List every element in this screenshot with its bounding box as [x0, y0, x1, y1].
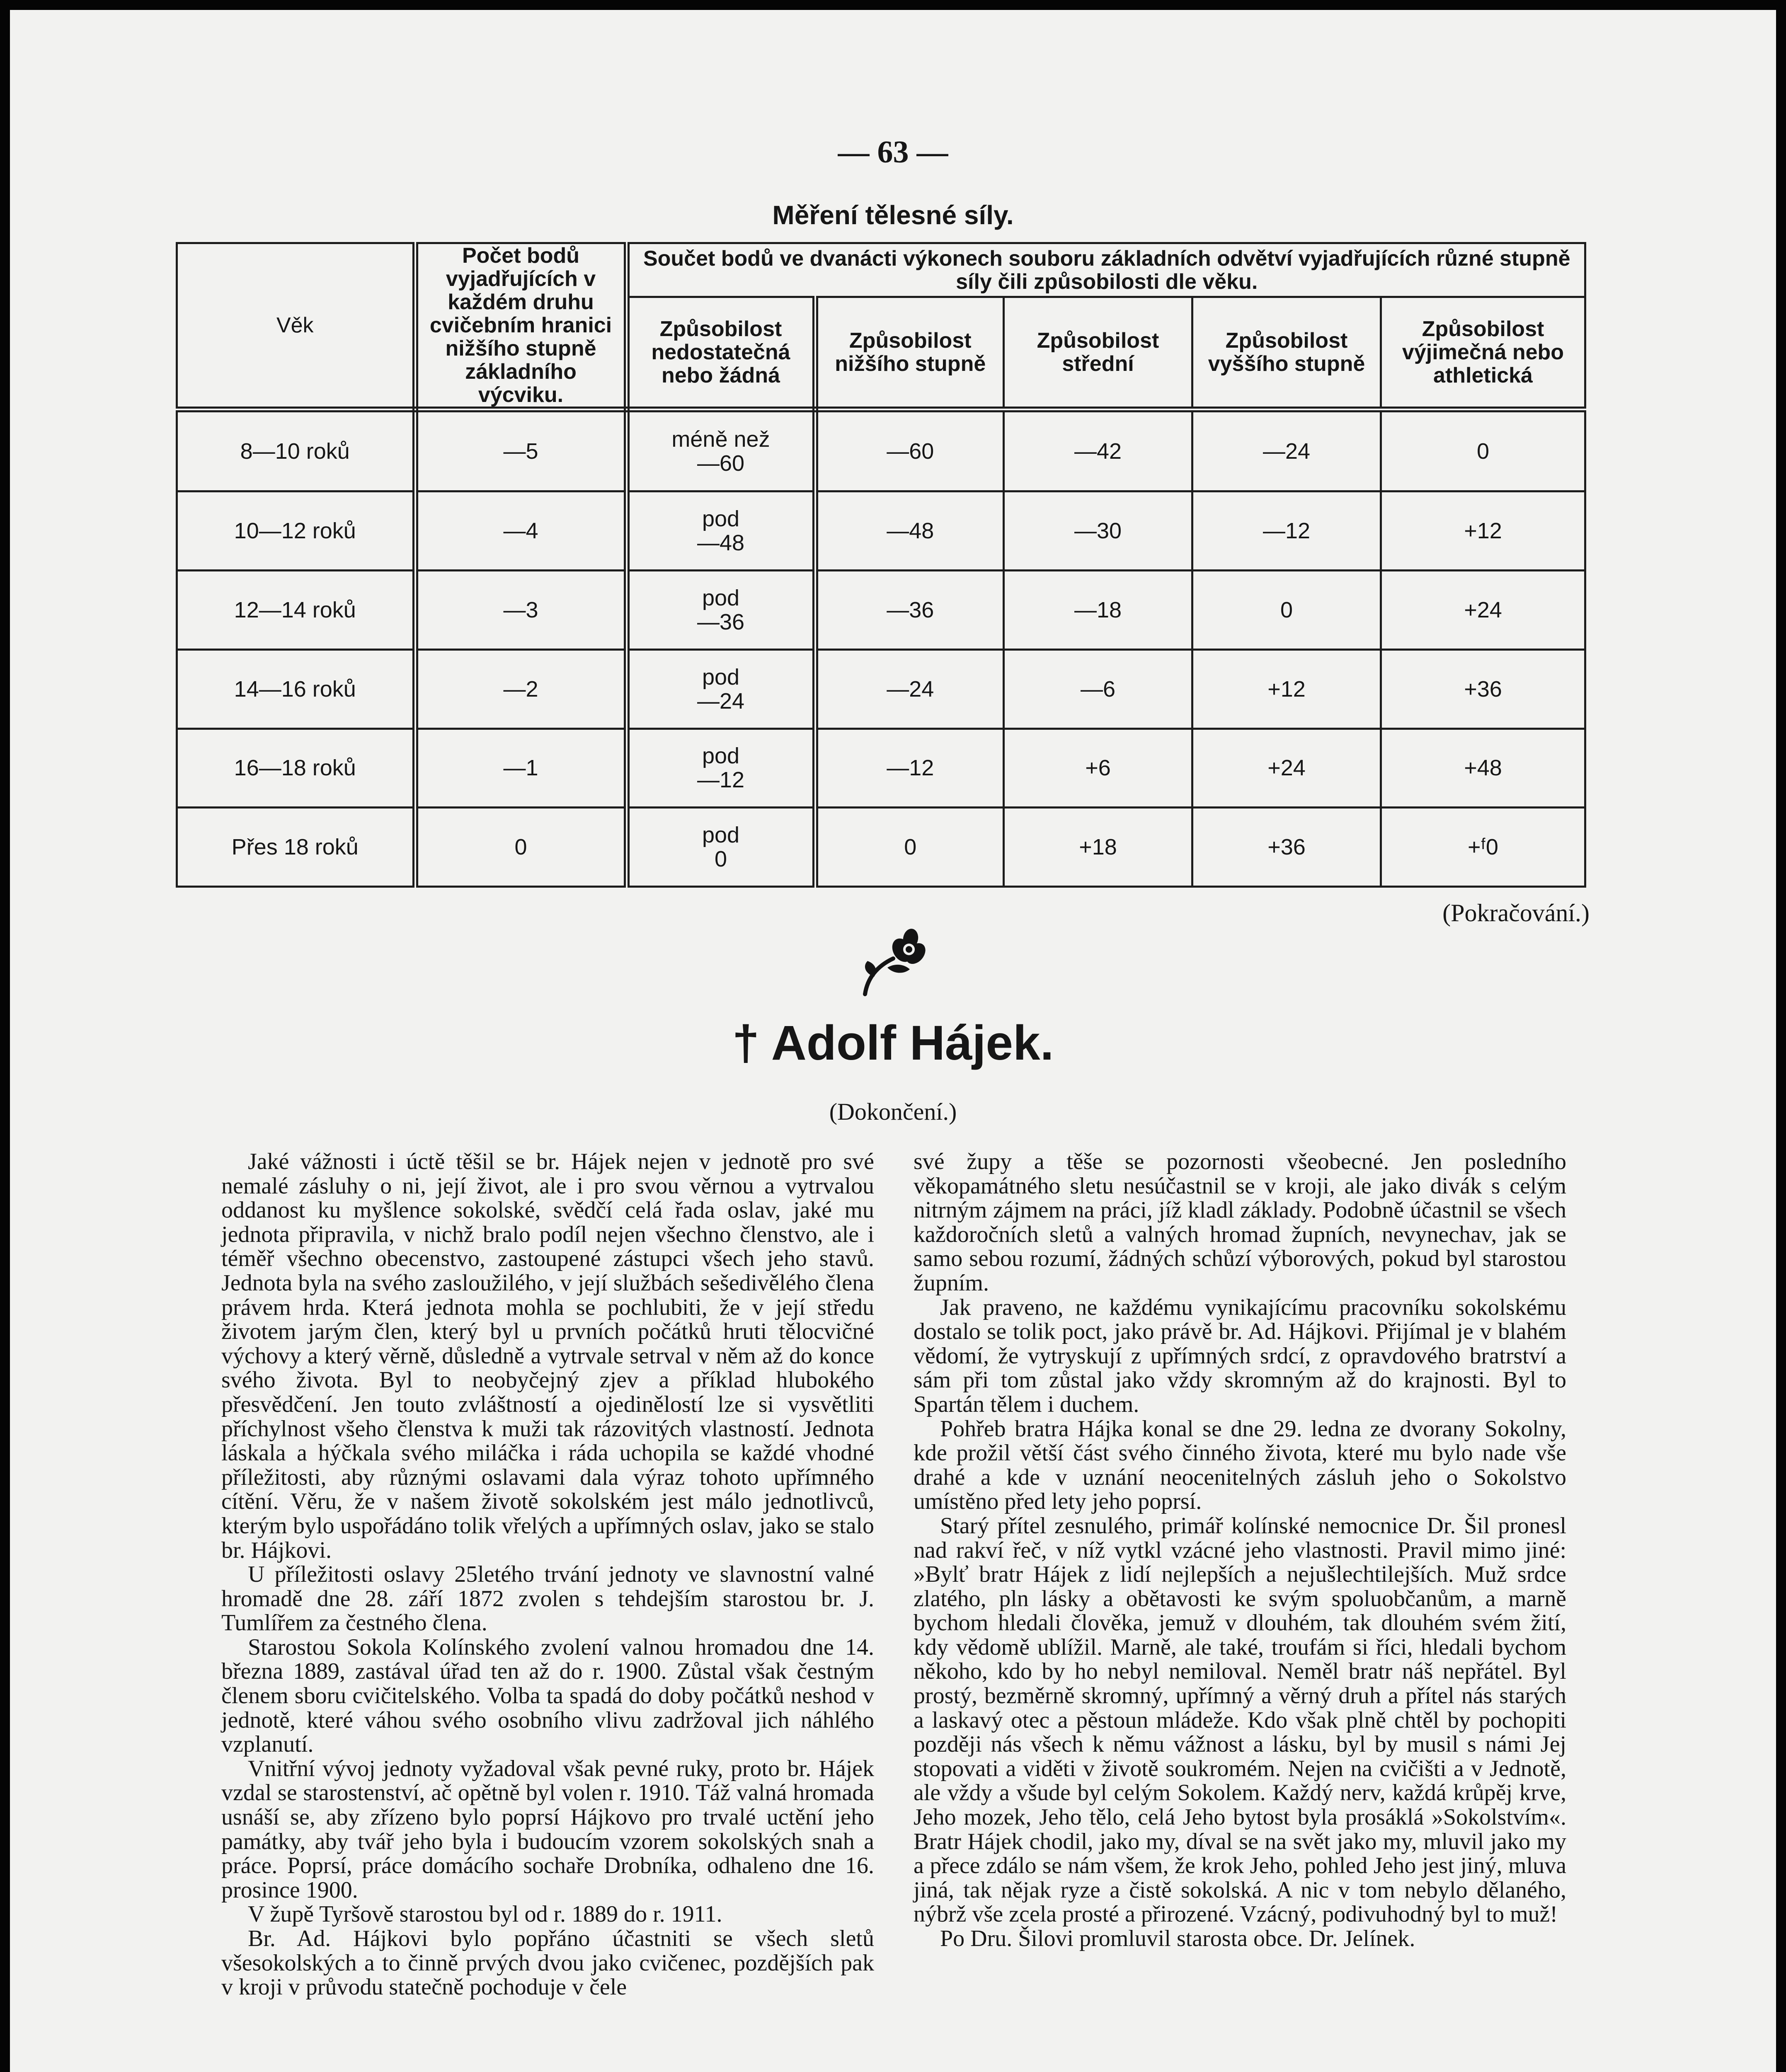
- document-page: [10, 10, 1776, 2072]
- header-ability-high: Způsobilost vyššího stupně: [1192, 297, 1381, 409]
- header-ability-none: Způsobilost nedostatečná nebo žádná: [627, 297, 815, 409]
- cell-points: —5: [415, 409, 627, 491]
- table-row: [177, 409, 1585, 491]
- cell-none-value: —60: [697, 451, 745, 476]
- cell-low: —48: [815, 491, 1004, 571]
- cell-none: [627, 571, 815, 650]
- cell-points: —3: [415, 571, 627, 650]
- cell-high: 0: [1192, 571, 1381, 650]
- cell-low: —36: [815, 571, 1004, 650]
- strength-measurement-table: [176, 242, 1586, 888]
- cell-mid: —6: [1004, 649, 1192, 729]
- cell-none-qualifier: pod: [702, 743, 740, 769]
- cell-none-qualifier: pod: [702, 823, 740, 848]
- cell-low: —24: [815, 649, 1004, 729]
- header-ability-low: Způsobilost nižšího stupně: [815, 297, 1004, 409]
- cell-age: 12—14 roků: [177, 571, 415, 650]
- cell-points: —2: [415, 649, 627, 729]
- cell-none: [627, 491, 815, 571]
- cell-mid: +18: [1004, 808, 1192, 887]
- table-row: [177, 729, 1585, 808]
- cell-points: —1: [415, 729, 627, 808]
- cell-none-qualifier: pod: [702, 585, 740, 610]
- cell-none-qualifier: pod: [702, 506, 740, 532]
- cell-age: 16—18 roků: [177, 729, 415, 808]
- table-row: [177, 491, 1585, 571]
- table-row: [177, 808, 1585, 887]
- text-column-left: [221, 1150, 874, 1999]
- cell-none-value: —24: [697, 688, 745, 714]
- cell-points: —4: [415, 491, 627, 571]
- cell-points: 0: [415, 808, 627, 887]
- paragraph: U příležitosti oslavy 25letého trvání jednoty ve slavnostní valné hromadě dne 28. září 1872 zvolen s tehdejším starostou br. J. Tumlířem za čestného člena.: [221, 1561, 874, 1636]
- cell-exceptional: 0: [1381, 409, 1585, 491]
- paragraph: Jaké vážnosti i úctě těšil se br. Hájek nejen v jednotě pro své nemalé zásluhy o ni, její život, ale i pro svou věrnou a vytrvalou oddanost ku myšlence sokolské, svědčí celá řada oslav, jaké mu jednota připravila, v nichž bralo podíl nejen všechno členstvo, ale i téměř všechno obecenstvo, zastoupené zástupci všech jeho stavů. Jednota byla na svého zasloužilého, v její službách sešedivělého člena právem hrda. Která jednota mohla se pochlubiti, že v její středu životem jarým člen, který byl u prvních počátků hruti tělocvičné výchovy a který věrně, důsledně a vytrvale setrval v něm až do konce svého života. Byl to neobyčejný zjev a příklad hlubokého přesvědčení. Jen touto zvláštností a ojedinělostí lze si vysvětliti příchylnost všeho členstva k muži tak rázovitých vlastností. Jednota láskala a hýčkala svého miláčka i ráda uchopila se každé vhodné příležitosti, aby různými oslavami dala výraz tohoto upřímného cítění. Věru, že v našem životě sokolském jest málo jednotlivců, kterým bylo uspořádáno tolik vřelých a upřímných oslav, jako se stalo br. Hájkovi.: [221, 1149, 874, 1563]
- cell-high: —12: [1192, 491, 1381, 571]
- cell-none-value: 0: [714, 847, 727, 872]
- cell-none: [627, 808, 815, 887]
- cell-low: 0: [815, 808, 1004, 887]
- cell-exceptional: +ᶠ0: [1381, 808, 1585, 887]
- cell-mid: —18: [1004, 571, 1192, 650]
- table-row: [177, 649, 1585, 729]
- cell-none-value: —12: [697, 767, 745, 793]
- cell-age: 14—16 roků: [177, 649, 415, 729]
- cell-age: 10—12 roků: [177, 491, 415, 571]
- header-sum: Součet bodů ve dvanácti výkonech souboru základních odvětví vyjadřujících různé stupně síly čili způsobilosti dle věku.: [627, 243, 1585, 297]
- paragraph: Br. Ad. Hájkovi bylo popřáno účastniti se všech sletů všesokolských a to činně prvých dvou jako cvičenec, pozdějších pak v kroji v průvodu statečně pochoduje v čele: [221, 1926, 874, 2000]
- paragraph: Jak praveno, ne každému vynikajícímu pracovníku sokolskému dostalo se tolik poct, jako právě br. Ad. Hájkovi. Přijímal je v blahém vědomí, že vytryskují z upřímných srdcí, z opravdového bratrství a sám při tom zůstal jako vždy skromným až do krajnosti. Byl to Spartán tělem i duchem.: [914, 1294, 1566, 1417]
- cell-none-qualifier: pod: [702, 664, 740, 690]
- cell-low: —60: [815, 409, 1004, 491]
- page-number: — 63 —: [838, 135, 948, 169]
- cell-exceptional: +48: [1381, 729, 1585, 808]
- cell-mid: —42: [1004, 409, 1192, 491]
- cell-age: Přes 18 roků: [177, 808, 415, 887]
- cell-none: [627, 649, 815, 729]
- table-title: Měření tělesné síly.: [772, 200, 1014, 230]
- cell-none: [627, 409, 815, 491]
- paragraph: Pohřeb bratra Hájka konal se dne 29. ledna ze dvorany Sokolny, kde prožil větší část svého činného života, které mu bylo nade vše drahé a kde v uznání neocenitelných zásluh jeho o Sokolstvo umístěno před lety jeho poprsí.: [914, 1416, 1566, 1515]
- paragraph: Starý přítel zesnulého, primář kolínské nemocnice Dr. Šil pronesl nad rakví řeč, v níž vytkl vzácné jeho vlastnosti. Pravil mimo jiné: »Bylť bratr Hájek z lidí nejlepších a nejušlechtilejších. Muž srdce zlatého, pln lásky a obětavosti ke svým spoluobčanům, a marně bychom hledali člověka, jemuž v dlouhém, tak dlouhém svém žití, kdy vědomě ublížil. Marně, ale také, troufám si říci, hledali bychom někoho, kdo by ho nebyl nemiloval. Neměl bratr náš nepřátel. Byl prostý, bezměrně skromný, upřímný a věrný druh a přítel nás starých a laskavý otec a pěstoun mládeže. Kdo však plně chtěl by pochopiti později nás všech k němu vážnost a lásku, byl by musil s námi Jej stopovati a viděti v životě soukromém. Nejen na cvičišti a v Jednotě, ale vždy a všude byl celým Sokolem. Každý nerv, každá krůpěj krve, Jeho mozek, Jeho tělo, celá Jeho bytost byla prosáklá »Sokolstvím«. Bratr Hájek chodil, jako my, díval se na svět jako my, mluvil jako my a přece zdálo se nám všem, že krok Jeho, pohled Jeho jest jiný, mluva jiná, tak nějak ryze a čistě sokolská. A nic v tom nebylo dělaného, nýbrž vše zcela prosté a přirozené. Vzácný, podivuhodný byl to muž!: [914, 1513, 1566, 1927]
- paragraph: V župě Tyršově starostou byl od r. 1889 do r. 1911.: [248, 1901, 722, 1927]
- paragraph: Vnitřní vývoj jednoty vyžadoval však pevné ruky, proto br. Hájek vzdal se starostenství, ač opětně byl volen r. 1910. Táž valná hromada usnáší se, aby zřízeno bylo poprsí Hájkovo pro trvalé uctění jeho památky, aby tvář jeho byla i budoucím vzorem sokolských snah a práce. Poprsí, práce domácího sochaře Drobníka, odhaleno dne 16. prosince 1900.: [221, 1755, 874, 1903]
- cell-high: +24: [1192, 729, 1381, 808]
- header-age: Věk: [177, 243, 415, 410]
- header-ability-exceptional: Způsobilost výjimečná nebo athletická: [1381, 297, 1585, 409]
- paragraph: své župy a těše se pozornosti všeobecné. Jen posledního věkopamátného sletu nesúčastnil se v kroji, ale jako divák s celým nitrným zájmem na práci, jíž kladl základy. Podobně účastnil se všech každoročních sletů a valných hromad župních, nevynechav, jak se samo sebou rozumí, žádných schůzí výborových, pokud byl starostou župním.: [914, 1149, 1566, 1296]
- cell-mid: +6: [1004, 729, 1192, 808]
- cell-exceptional: +24: [1381, 571, 1585, 650]
- cell-high: —24: [1192, 409, 1381, 491]
- cell-high: +36: [1192, 808, 1381, 887]
- cell-none-qualifier: méně než: [671, 427, 770, 452]
- text-column-right: [914, 1150, 1566, 1951]
- cell-mid: —30: [1004, 491, 1192, 571]
- cell-none-value: —36: [697, 609, 745, 634]
- paragraph: Po Dru. Šilovi promluvil starosta obce. Dr. Jelínek.: [940, 1926, 1415, 1951]
- continued-note: (Pokračování.): [1442, 899, 1590, 927]
- cell-exceptional: +36: [1381, 649, 1585, 729]
- article-subtitle: (Dokončení.): [829, 1098, 957, 1125]
- paragraph: Starostou Sokola Kolínského zvolení valnou hromadou dne 14. března 1889, zastával úřad ten až do r. 1900. Zůstal však čestným členem sboru cvičitelského. Volba ta spadá do doby počátků neshod v jednotě, které váhou svého osobního vlivu zadržoval jich náhlého vzplanutí.: [221, 1634, 874, 1757]
- flower-ornament-icon: [853, 928, 932, 998]
- header-ability-mid: Způsobilost střední: [1004, 297, 1192, 409]
- cell-age: 8—10 roků: [177, 409, 415, 491]
- cell-high: +12: [1192, 649, 1381, 729]
- header-points: Počet bodů vyjadřujících v každém druhu cvičebním hranici nižšího stupně základního výcviku.: [415, 243, 627, 410]
- cell-exceptional: +12: [1381, 491, 1585, 571]
- cell-low: —12: [815, 729, 1004, 808]
- article-title: † Adolf Hájek.: [732, 1016, 1054, 1070]
- cell-none-value: —48: [697, 530, 745, 556]
- table-row: [177, 571, 1585, 650]
- cell-none: [627, 729, 815, 808]
